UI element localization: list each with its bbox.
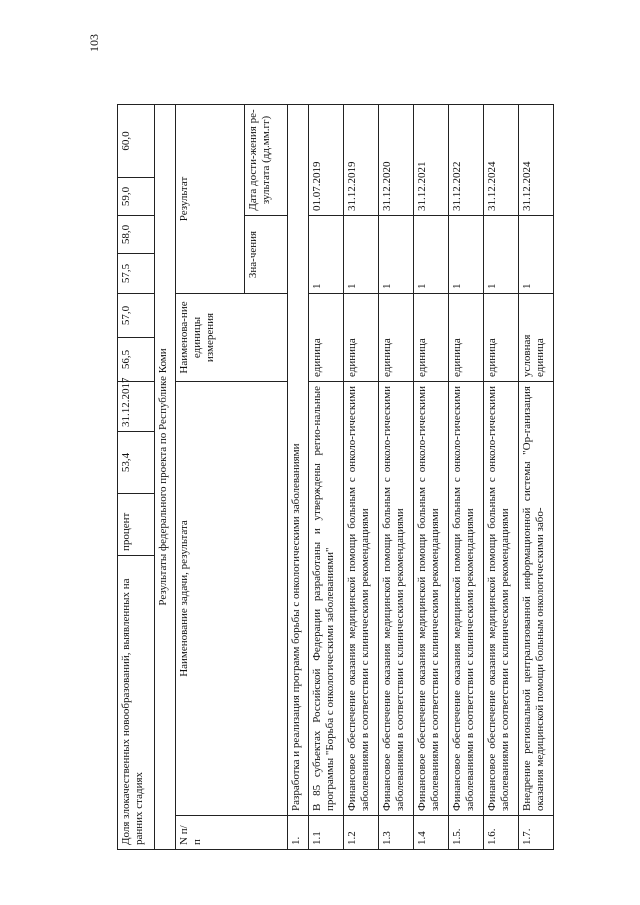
row-name: Финансовое обеспечение оказания медицинской помощи больным с онколо-гическими заболеваниями в соответствии с клиническими рекомендациями — [379, 382, 414, 816]
indicator-label: Доля злокачественных новообразований, выявленных на ранних стадиях — [118, 556, 155, 850]
indicator-unit: процент — [118, 494, 155, 556]
row-unit: единица — [344, 294, 379, 382]
row-name: Финансовое обеспечение оказания медицинской помощи больным с онколо-гическими заболеваниями в соответствии с клиническими рекомендациями — [449, 382, 484, 816]
table-row — [484, 105, 519, 850]
indicator-base-date: 31.12.2017 — [118, 382, 155, 432]
header-num: N п/п — [176, 816, 288, 850]
header-result: Результат — [176, 105, 245, 294]
row-num: 1.7. — [519, 816, 554, 850]
indicator-value: 58,0 — [118, 216, 155, 254]
table-row — [344, 105, 379, 850]
table-row — [414, 105, 449, 850]
row-num: 1.2 — [344, 816, 379, 850]
row-name: Внедрение региональной централизованной информационной системы "Ор-ганизация оказания медицинской помощи больным онкологическими забо- — [519, 382, 554, 816]
header-value: Зна-чения — [245, 216, 288, 294]
row-date: 31.12.2021 — [414, 105, 449, 216]
indicator-row — [118, 105, 155, 850]
indicator-value: 59,0 — [118, 178, 155, 216]
section-title-row — [155, 105, 176, 850]
indicator-value: 57,5 — [118, 254, 155, 294]
table-row — [449, 105, 484, 850]
results-table — [117, 104, 554, 850]
row-num: 1.5. — [449, 816, 484, 850]
row-name: Финансовое обеспечение оказания медицинской помощи больным с онколо-гическими заболеваниями в соответствии с клиническими рекомендациями — [414, 382, 449, 816]
row-name: Финансовое обеспечение оказания медицинской помощи больным с онколо-гическими заболеваниями в соответствии с клиническими рекомендациями — [344, 382, 379, 816]
row-unit: единица — [484, 294, 519, 382]
row-date: 31.12.2020 — [379, 105, 414, 216]
row-name: В 85 субъектах Российской Федерации разработаны и утверждены регио-нальные программы "Борьба с онкологическими заболеваниями" — [309, 382, 344, 816]
row-value: 1 — [484, 216, 519, 294]
row-unit: условная единица — [519, 294, 554, 382]
indicator-base-value: 53,4 — [118, 432, 155, 494]
indicator-value: 57,0 — [118, 294, 155, 338]
task-row — [288, 105, 309, 850]
row-name: Финансовое обеспечение оказания медицинской помощи больным с онколо-гическими заболеваниями в соответствии с клиническими рекомендациями — [484, 382, 519, 816]
header-row — [176, 105, 245, 850]
row-unit: единица — [449, 294, 484, 382]
row-date: 31.12.2019 — [344, 105, 379, 216]
header-date: Дата дости-жения ре-зультата (дд.мм.гг) — [245, 105, 288, 216]
row-date: 01.07.2019 — [309, 105, 344, 216]
section-title: Результаты федерального проекта по Республике Коми — [155, 105, 176, 850]
row-value: 1 — [449, 216, 484, 294]
row-date: 31.12.2024 — [519, 105, 554, 216]
row-unit: единица — [379, 294, 414, 382]
row-unit: единица — [309, 294, 344, 382]
table-row — [309, 105, 344, 850]
row-date: 31.12.2022 — [449, 105, 484, 216]
row-value: 1 — [344, 216, 379, 294]
row-num: 1.4 — [414, 816, 449, 850]
header-name: Наименование задачи, результата — [176, 382, 288, 816]
row-unit: единица — [414, 294, 449, 382]
document-table-sheet — [117, 105, 572, 850]
row-num: 1.1 — [309, 816, 344, 850]
row-value: 1 — [379, 216, 414, 294]
table-row — [519, 105, 554, 850]
indicator-value: 60,0 — [118, 105, 155, 178]
row-num: 1.3 — [379, 816, 414, 850]
row-num: 1.6. — [484, 816, 519, 850]
row-value: 1 — [309, 216, 344, 294]
row-date: 31.12.2024 — [484, 105, 519, 216]
indicator-value: 56,5 — [118, 338, 155, 382]
table-row — [379, 105, 414, 850]
page-number: 103 — [87, 34, 101, 52]
row-value: 1 — [519, 216, 554, 294]
row-value: 1 — [414, 216, 449, 294]
task-num: 1. — [288, 816, 309, 850]
task-name: Разработка и реализация программ борьбы с онкологическими заболеваниями — [288, 105, 309, 816]
header-unit: Наименова-ние единицы измерения — [176, 294, 288, 382]
